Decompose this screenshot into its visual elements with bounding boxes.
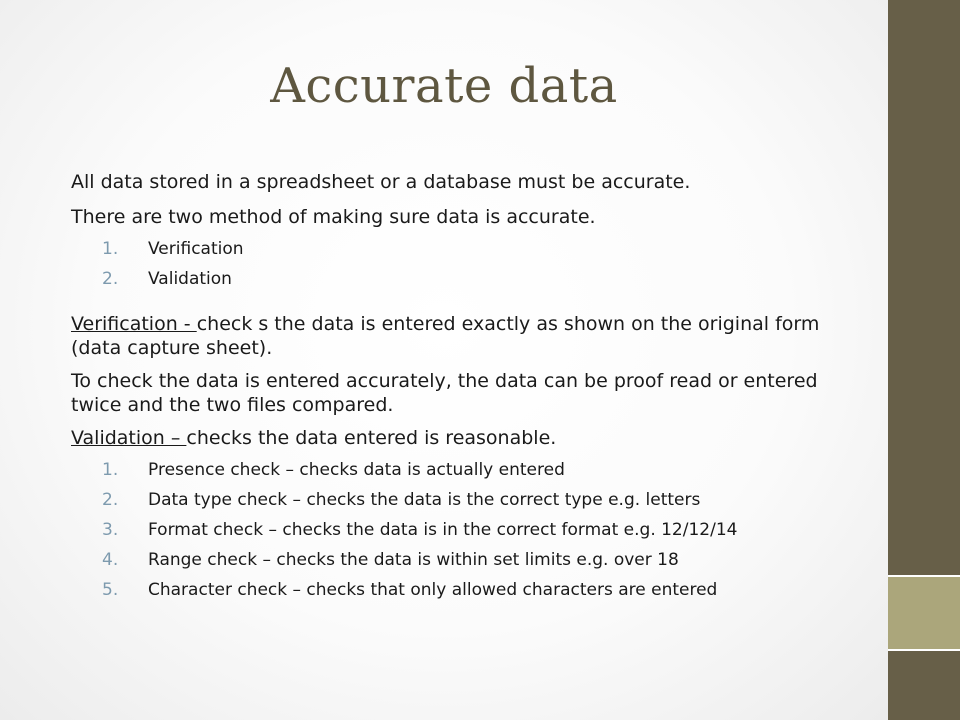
list-item: [71, 268, 831, 290]
list-item: [71, 519, 831, 541]
intro-line-2: There are two method of making sure data is accurate.: [71, 206, 596, 228]
checks-list: [71, 459, 831, 601]
list-item: [71, 579, 831, 601]
spacer: [71, 298, 831, 312]
validation-term: Validation –: [71, 427, 187, 449]
verification-text: check s the data is entered exactly as shown on the original form (data capture sheet).: [71, 313, 820, 359]
list-label: Character check – checks that only allowed characters are entered: [148, 580, 718, 600]
list-label: Validation: [148, 269, 232, 289]
list-number: 5.: [102, 580, 119, 600]
list-item: [71, 238, 831, 260]
list-number: 3.: [102, 520, 119, 540]
intro-line-1: All data stored in a spreadsheet or a database must be accurate.: [71, 171, 691, 193]
methods-list: [71, 238, 831, 290]
list-number: 4.: [102, 550, 119, 570]
verification-paragraph: [71, 312, 831, 360]
sidebar-accent-square: [888, 577, 960, 649]
sidebar-bottom-band: [888, 651, 960, 720]
list-number: 2.: [102, 269, 119, 289]
verification-term: Verification -: [71, 313, 197, 335]
slide-content: [71, 170, 831, 609]
list-label: Presence check – checks data is actually entered: [148, 460, 565, 480]
list-label: Format check – checks the data is in the correct format e.g. 12/12/14: [148, 520, 738, 540]
list-label: Verification: [148, 239, 244, 259]
list-number: 2.: [102, 490, 119, 510]
proof-paragraph: To check the data is entered accurately, the data can be proof read or entered twice and the two files compared.: [71, 370, 818, 416]
list-label: Data type check – checks the data is the correct type e.g. letters: [148, 490, 701, 510]
list-number: 1.: [102, 239, 119, 259]
list-number: 1.: [102, 460, 119, 480]
list-item: [71, 459, 831, 481]
validation-text: checks the data entered is reasonable.: [186, 427, 557, 449]
sidebar-dark-band: [888, 0, 960, 575]
list-item: [71, 489, 831, 511]
list-item: [71, 549, 831, 571]
validation-paragraph: [71, 426, 831, 450]
slide-title: Accurate data: [270, 58, 618, 114]
list-label: Range check – checks the data is within set limits e.g. over 18: [148, 550, 679, 570]
